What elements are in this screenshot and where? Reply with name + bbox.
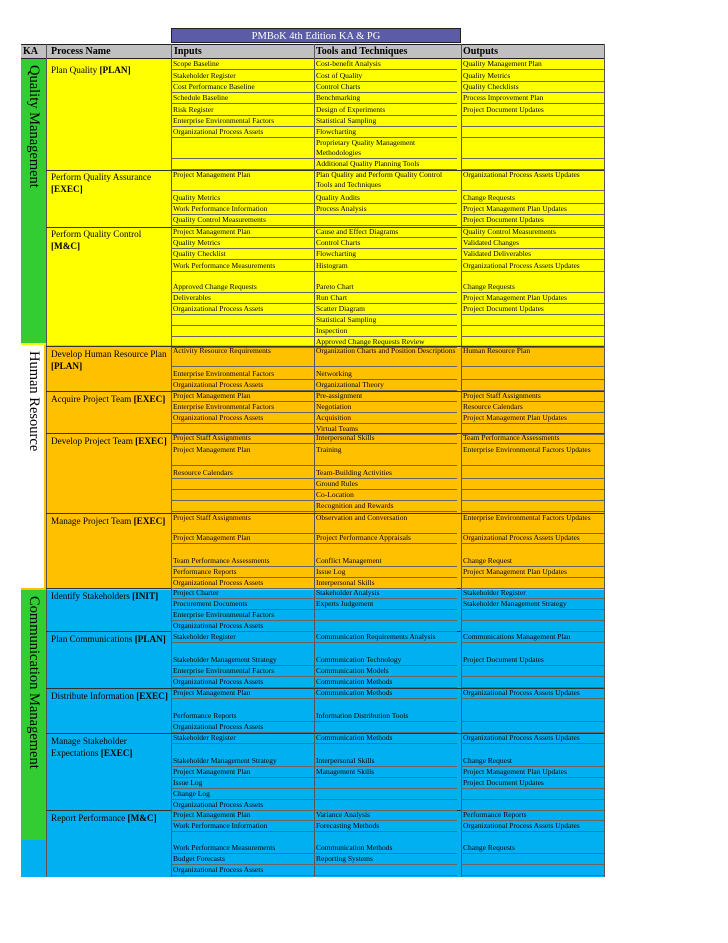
row-line: [314, 190, 457, 191]
process-label: Acquire Project Team: [51, 394, 134, 404]
table-cell: Information Distribution Tools: [316, 711, 409, 720]
table-cell: Quality Metrics: [463, 71, 511, 80]
row-line: [314, 831, 457, 832]
row-line: [461, 676, 604, 677]
table-cell: Organizational Theory: [316, 380, 384, 389]
table-cell: Project Management Plan: [173, 810, 251, 819]
table-cell: Proprietary Quality Management Methodologies: [316, 138, 416, 157]
table-cell: Training: [316, 445, 342, 454]
row-line: [461, 788, 604, 789]
table-cell: Cost of Quality: [316, 71, 363, 80]
table-cell: Project Staff Assignments: [173, 513, 251, 522]
row-line: [461, 379, 604, 380]
table-cell: Risk Register: [173, 105, 214, 114]
table-cell: Enterprise Environmental Factors: [173, 402, 275, 411]
table-cell: Pareto Chart: [316, 282, 354, 291]
ka-label: Quality Management: [26, 65, 42, 188]
table-cell: Organizational Process Assets Updates: [463, 688, 580, 697]
table-cell: Project Management Plan: [173, 533, 251, 542]
process-group: [EXEC]: [133, 394, 166, 404]
table-cell: Organizational Process Assets: [173, 413, 264, 422]
row-line: [461, 366, 604, 367]
table-cell: Organizational Process Assets: [173, 380, 264, 389]
table-cell: Additional Quality Planning Tools: [316, 159, 420, 168]
table-cell: Process Analysis: [316, 204, 367, 213]
row-line: [314, 875, 457, 876]
table-cell: Project Management Plan Updates: [463, 204, 567, 213]
table-cell: Recognition and Rewards: [316, 501, 394, 510]
table-cell: Run Chart: [316, 293, 348, 302]
process-name: [51, 812, 171, 824]
table-cell: Stakeholder Register: [173, 71, 236, 80]
table-cell: Procurement Documents: [173, 599, 248, 608]
row-line: [314, 511, 457, 512]
row-line: [461, 115, 604, 116]
table-cell: Issue Log: [316, 567, 346, 576]
table-cell: Project Document Updates: [463, 655, 544, 664]
table-cell: Project Charter: [173, 588, 219, 597]
row-line: [171, 831, 314, 832]
row-line: [461, 577, 604, 578]
row-line: [461, 336, 604, 337]
table-cell: Change Log: [173, 789, 210, 798]
row-line: [314, 620, 457, 621]
ka-label-bar: [21, 59, 46, 343]
row-line: [461, 609, 604, 610]
row-line: [314, 788, 457, 789]
table-cell: Issue Log: [173, 778, 203, 787]
table-cell: Change Requests: [463, 282, 515, 291]
row-line: [461, 423, 604, 424]
row-line: [461, 225, 604, 226]
table-cell: Change Request: [463, 556, 512, 565]
row-line: [314, 271, 457, 272]
row-line: [461, 500, 604, 501]
table-cell: Resource Calendars: [463, 402, 523, 411]
header-process: Process Name: [51, 46, 111, 57]
table-cell: Project Management Plan Updates: [463, 767, 567, 776]
process-label: Manage Stakeholder Expectations: [51, 736, 127, 758]
row-line: [171, 271, 314, 272]
table-cell: Networking: [316, 369, 352, 378]
table-cell: Project Management Plan: [173, 445, 251, 454]
table-cell: Approved Change Requests: [173, 282, 257, 291]
table-cell: Organizational Process Assets: [173, 677, 264, 686]
table-cell: Flowcharting: [316, 249, 356, 258]
table-cell: Project Management Plan: [173, 688, 251, 697]
table-cell: Quality Audits: [316, 193, 360, 202]
process-group: [EXEC]: [51, 184, 83, 194]
table-cell: Project Management Plan: [173, 227, 251, 236]
process-label: Develop Project Team: [51, 436, 136, 446]
table-cell: Project Management Plan: [173, 767, 251, 776]
row-line: [461, 126, 604, 127]
table-cell: Communication Methods: [316, 843, 393, 852]
table-cell: Acquisition: [316, 413, 351, 422]
table-cell: Quality Management Plan: [463, 59, 542, 68]
table-cell: Performance Reports: [173, 567, 237, 576]
process-name: [51, 348, 171, 372]
row-line: [314, 609, 457, 610]
table-cell: Organizational Process Assets: [173, 127, 264, 136]
table-cell: Enterprise Environmental Factors: [173, 610, 275, 619]
process-label: Develop Human Resource Plan: [51, 349, 167, 359]
table-cell: Approved Change Requests Review: [316, 337, 425, 346]
table-cell: Stakeholder Management Strategy: [463, 599, 567, 608]
table-cell: Benchmarking: [316, 93, 361, 102]
table-cell: Resource Calendars: [173, 468, 233, 477]
row-line: [171, 500, 314, 501]
table-cell: Stakeholder Management Strategy: [173, 655, 277, 664]
table-cell: Team Performance Assessments: [463, 433, 560, 442]
table-cell: Budget Forecasts: [173, 854, 225, 863]
table-cell: Communication Models: [316, 666, 389, 675]
table-cell: Variance Analysis: [316, 810, 370, 819]
row-line: [171, 69, 314, 70]
table-cell: Organizational Process Assets Updates: [463, 170, 580, 179]
row-line: [171, 259, 314, 260]
table-cell: Scope Baseline: [173, 59, 220, 68]
ka-label-bar: [21, 590, 46, 840]
table-cell: Organizational Process Assets Updates: [463, 821, 580, 830]
row-line: [314, 214, 457, 215]
process-label: Manage Project Team: [51, 516, 134, 526]
row-line: [461, 137, 604, 138]
table-cell: Change Request: [463, 756, 512, 765]
row-line: [461, 831, 604, 832]
process-label: Perform Quality Control: [51, 229, 142, 239]
row-line: [461, 864, 604, 865]
table-cell: Observation and Conversation: [316, 513, 408, 522]
process-name: [51, 393, 171, 405]
table-cell: Deliverables: [173, 293, 211, 302]
process-group: [M&C]: [127, 813, 157, 823]
process-group: [EXEC]: [133, 516, 166, 526]
table-cell: Conflict Management: [316, 556, 382, 565]
table-cell: Stakeholder Register: [173, 632, 236, 641]
table-cell: Work Performance Information: [173, 821, 268, 830]
row-line: [461, 665, 604, 666]
process-label: Perform Quality Assurance: [51, 172, 152, 182]
column-divider: [46, 44, 47, 877]
row-line: [171, 314, 314, 315]
process-name: [51, 633, 171, 645]
table-cell: Human Resource Plan: [463, 346, 531, 355]
table-cell: Quality Checklists: [463, 82, 519, 91]
process-label: Identify Stakeholders: [51, 591, 133, 601]
table-cell: Project Document Updates: [463, 105, 544, 114]
row-line: [461, 743, 604, 744]
header-outputs: Outputs: [463, 46, 499, 57]
table-cell: Communication Methods: [316, 677, 393, 686]
process-label: Plan Communications: [51, 634, 135, 644]
table-cell: Team Performance Assessments: [173, 556, 270, 565]
ka-label: Human Resource: [26, 351, 42, 452]
row-line: [461, 489, 604, 490]
table-cell: Quality Control Measurements: [173, 215, 266, 224]
table-cell: Work Performance Measurements: [173, 843, 276, 852]
table-cell: Organizational Process Assets: [173, 304, 264, 313]
table-cell: Work Performance Measurements: [173, 261, 276, 270]
row-line: [461, 620, 604, 621]
row-line: [171, 137, 314, 138]
row-line: [171, 366, 314, 367]
row-line: [461, 271, 604, 272]
table-cell: Flowcharting: [316, 127, 356, 136]
row-line: [461, 314, 604, 315]
table-cell: Enterprise Environmental Factors: [173, 666, 275, 675]
table-cell: Design of Experiments: [316, 105, 386, 114]
process-group: [M&C]: [51, 241, 81, 251]
row-line: [171, 103, 314, 104]
table-cell: Quality Checklist: [173, 249, 226, 258]
row-line: [171, 225, 314, 226]
row-line: [171, 443, 314, 444]
row-line: [461, 465, 604, 466]
row-line: [314, 69, 457, 70]
process-label: Distribute Information: [51, 691, 137, 701]
row-line: [171, 642, 314, 643]
table-cell: Control Charts: [316, 82, 361, 91]
table-cell: Negotiation: [316, 402, 352, 411]
header-row: [21, 44, 604, 59]
row-line: [461, 642, 604, 643]
process-name: [51, 435, 171, 447]
row-line: [461, 543, 604, 544]
table-cell: Organizational Process Assets Updates: [463, 261, 580, 270]
table-cell: Pre-assignment: [316, 391, 363, 400]
process-group: [PLAN]: [134, 634, 166, 644]
table-cell: Change Requests: [463, 843, 515, 852]
table-cell: Project Management Plan: [173, 170, 251, 179]
table-cell: Project Document Updates: [463, 215, 544, 224]
table-cell: Management Skills: [316, 767, 375, 776]
row-line: [171, 743, 314, 744]
process-group: [EXEC]: [135, 436, 167, 446]
table-cell: Communication Technology: [316, 655, 402, 664]
row-line: [314, 777, 457, 778]
row-line: [461, 69, 604, 70]
row-line: [461, 158, 604, 159]
table-cell: Project Management Plan: [173, 391, 251, 400]
table-cell: Process Improvement Plan: [463, 93, 544, 102]
table-cell: Organizational Process Assets: [173, 865, 264, 874]
row-line: [461, 721, 604, 722]
row-line: [314, 864, 457, 865]
process-name: [51, 690, 171, 702]
table-cell: Reporting Systems: [316, 854, 373, 863]
process-name: [51, 515, 171, 527]
header-ka: KA: [23, 46, 38, 57]
row-line: [314, 721, 457, 722]
process-group: [INIT]: [132, 591, 159, 601]
row-line: [171, 478, 314, 479]
process-name: [51, 590, 171, 602]
table-cell: Organizational Process Assets: [173, 578, 264, 587]
table-cell: Quality Control Measurements: [463, 227, 556, 236]
table-cell: Histogram: [316, 261, 348, 270]
table-cell: Project Management Plan Updates: [463, 567, 567, 576]
table-cell: Performance Reports: [173, 711, 237, 720]
row-line: [314, 103, 457, 104]
row-line: [461, 103, 604, 104]
row-line: [461, 443, 604, 444]
table-cell: Interpersonal Skills: [316, 756, 375, 765]
table-cell: Organizational Process Assets: [173, 800, 264, 809]
table-cell: Inspection: [316, 326, 348, 335]
table-cell: Enterprise Environmental Factors: [173, 369, 275, 378]
table-cell: Enterprise Environmental Factors Updates: [463, 513, 591, 522]
process-label: Report Performance: [51, 813, 128, 823]
row-line: [461, 259, 604, 260]
table-cell: Project Management Plan Updates: [463, 293, 567, 302]
row-line: [171, 190, 314, 191]
row-line: [461, 875, 604, 876]
table-cell: Statistical Sampling: [316, 116, 377, 125]
table-cell: Organization Charts and Position Descriptions: [316, 346, 456, 355]
table-cell: Control Charts: [316, 238, 361, 247]
table-cell: Project Staff Assignments: [173, 433, 251, 442]
ka-label-bar: [21, 345, 46, 588]
table-cell: Stakeholder Register: [173, 733, 236, 742]
row-line: [461, 799, 604, 800]
row-line: [314, 543, 457, 544]
process-group: [PLAN]: [51, 361, 83, 371]
process-name: [51, 171, 171, 195]
row-line: [461, 325, 604, 326]
row-line: [461, 698, 604, 699]
table-cell: Enterprise Environmental Factors Updates: [463, 445, 591, 454]
table-cell: Work Performance Information: [173, 204, 268, 213]
table-cell: Project Document Updates: [463, 304, 544, 313]
row-line: [461, 511, 604, 512]
table-cell: Ground Rules: [316, 479, 358, 488]
table-cell: Virtual Teams: [316, 424, 359, 433]
table-cell: Performance Reports: [463, 810, 527, 819]
row-line: [171, 698, 314, 699]
table-cell: Organizational Process Assets: [173, 722, 264, 731]
row-line: [314, 443, 457, 444]
row-line: [171, 336, 314, 337]
table-cell: Stakeholder Analysis: [316, 588, 380, 597]
row-line: [314, 743, 457, 744]
row-line: [314, 642, 457, 643]
table-cell: Project Management Plan Updates: [463, 413, 567, 422]
table-cell: Project Staff Assignments: [463, 391, 541, 400]
table-cell: Project Document Updates: [463, 778, 544, 787]
ka-label: Communication Management: [26, 596, 42, 769]
row-line: [314, 799, 457, 800]
table-cell: Activity Resource Requirements: [173, 346, 271, 355]
table-cell: Stakeholder Register: [463, 588, 526, 597]
column-divider: [604, 44, 605, 877]
row-line: [171, 543, 314, 544]
process-name: [51, 64, 171, 76]
table-cell: Cost Performance Baseline: [173, 82, 255, 91]
row-line: [461, 853, 604, 854]
process-group: [PLAN]: [99, 65, 131, 75]
row-line: [171, 875, 314, 876]
table-cell: Communication Requirements Analysis: [316, 632, 436, 641]
table-cell: Co-Location: [316, 490, 354, 499]
table-cell: Validated Changes: [463, 238, 520, 247]
table-cell: Communications Management Plan: [463, 632, 571, 641]
table-cell: Project Performance Appraisals: [316, 533, 411, 542]
row-line: [314, 698, 457, 699]
row-line: [171, 465, 314, 466]
table-cell: Stakeholder Management Strategy: [173, 756, 277, 765]
table-cell: Interpersonal Skills: [316, 578, 375, 587]
row-line: [171, 511, 314, 512]
table-cell: Validated Deliverables: [463, 249, 532, 258]
sheet-title: PMBoK 4th Edition KA & PG: [171, 28, 461, 43]
table-cell: Team-Building Activities: [316, 468, 392, 477]
process-group: [EXEC]: [136, 691, 168, 701]
table-cell: Quality Metrics: [173, 238, 221, 247]
table-cell: Statistical Sampling: [316, 315, 377, 324]
row-line: [461, 478, 604, 479]
table-cell: Cause and Effect Diagrams: [316, 227, 399, 236]
process-group: [EXEC]: [100, 748, 133, 758]
table-cell: Organizational Process Assets Updates: [463, 533, 580, 542]
table-cell: Experts Judgement: [316, 599, 374, 608]
row-line: [314, 366, 457, 367]
table-cell: Quality Metrics: [173, 193, 221, 202]
table-cell: Change Requests: [463, 193, 515, 202]
table-cell: Communication Methods: [316, 688, 393, 697]
table-cell: Cost-benefit Analysis: [316, 59, 381, 68]
row-line: [461, 190, 604, 191]
table-cell: Plan Quality and Perform Quality Control Tools and Techniques: [316, 170, 443, 189]
process-name: [51, 735, 171, 759]
row-line: [171, 423, 314, 424]
table-cell: Communication Methods: [316, 733, 393, 742]
process-label: Plan Quality: [51, 65, 100, 75]
row-line: [314, 259, 457, 260]
table-cell: Organizational Process Assets Updates: [463, 733, 580, 742]
header-inputs: Inputs: [174, 46, 202, 57]
table-cell: Organizational Process Assets: [173, 621, 264, 630]
table-cell: Scatter Diagram: [316, 304, 365, 313]
table-cell: Forecasting Methods: [316, 821, 380, 830]
row-line: [314, 225, 457, 226]
table-cell: Schedule Baseline: [173, 93, 229, 102]
row-line: [314, 465, 457, 466]
row-line: [171, 325, 314, 326]
process-name: [51, 228, 171, 252]
row-line: [171, 158, 314, 159]
table-cell: Enterprise Environmental Factors: [173, 116, 275, 125]
table-cell: Interpersonal Skills: [316, 433, 375, 442]
header-tools: Tools and Techniques: [316, 46, 408, 57]
row-line: [171, 489, 314, 490]
